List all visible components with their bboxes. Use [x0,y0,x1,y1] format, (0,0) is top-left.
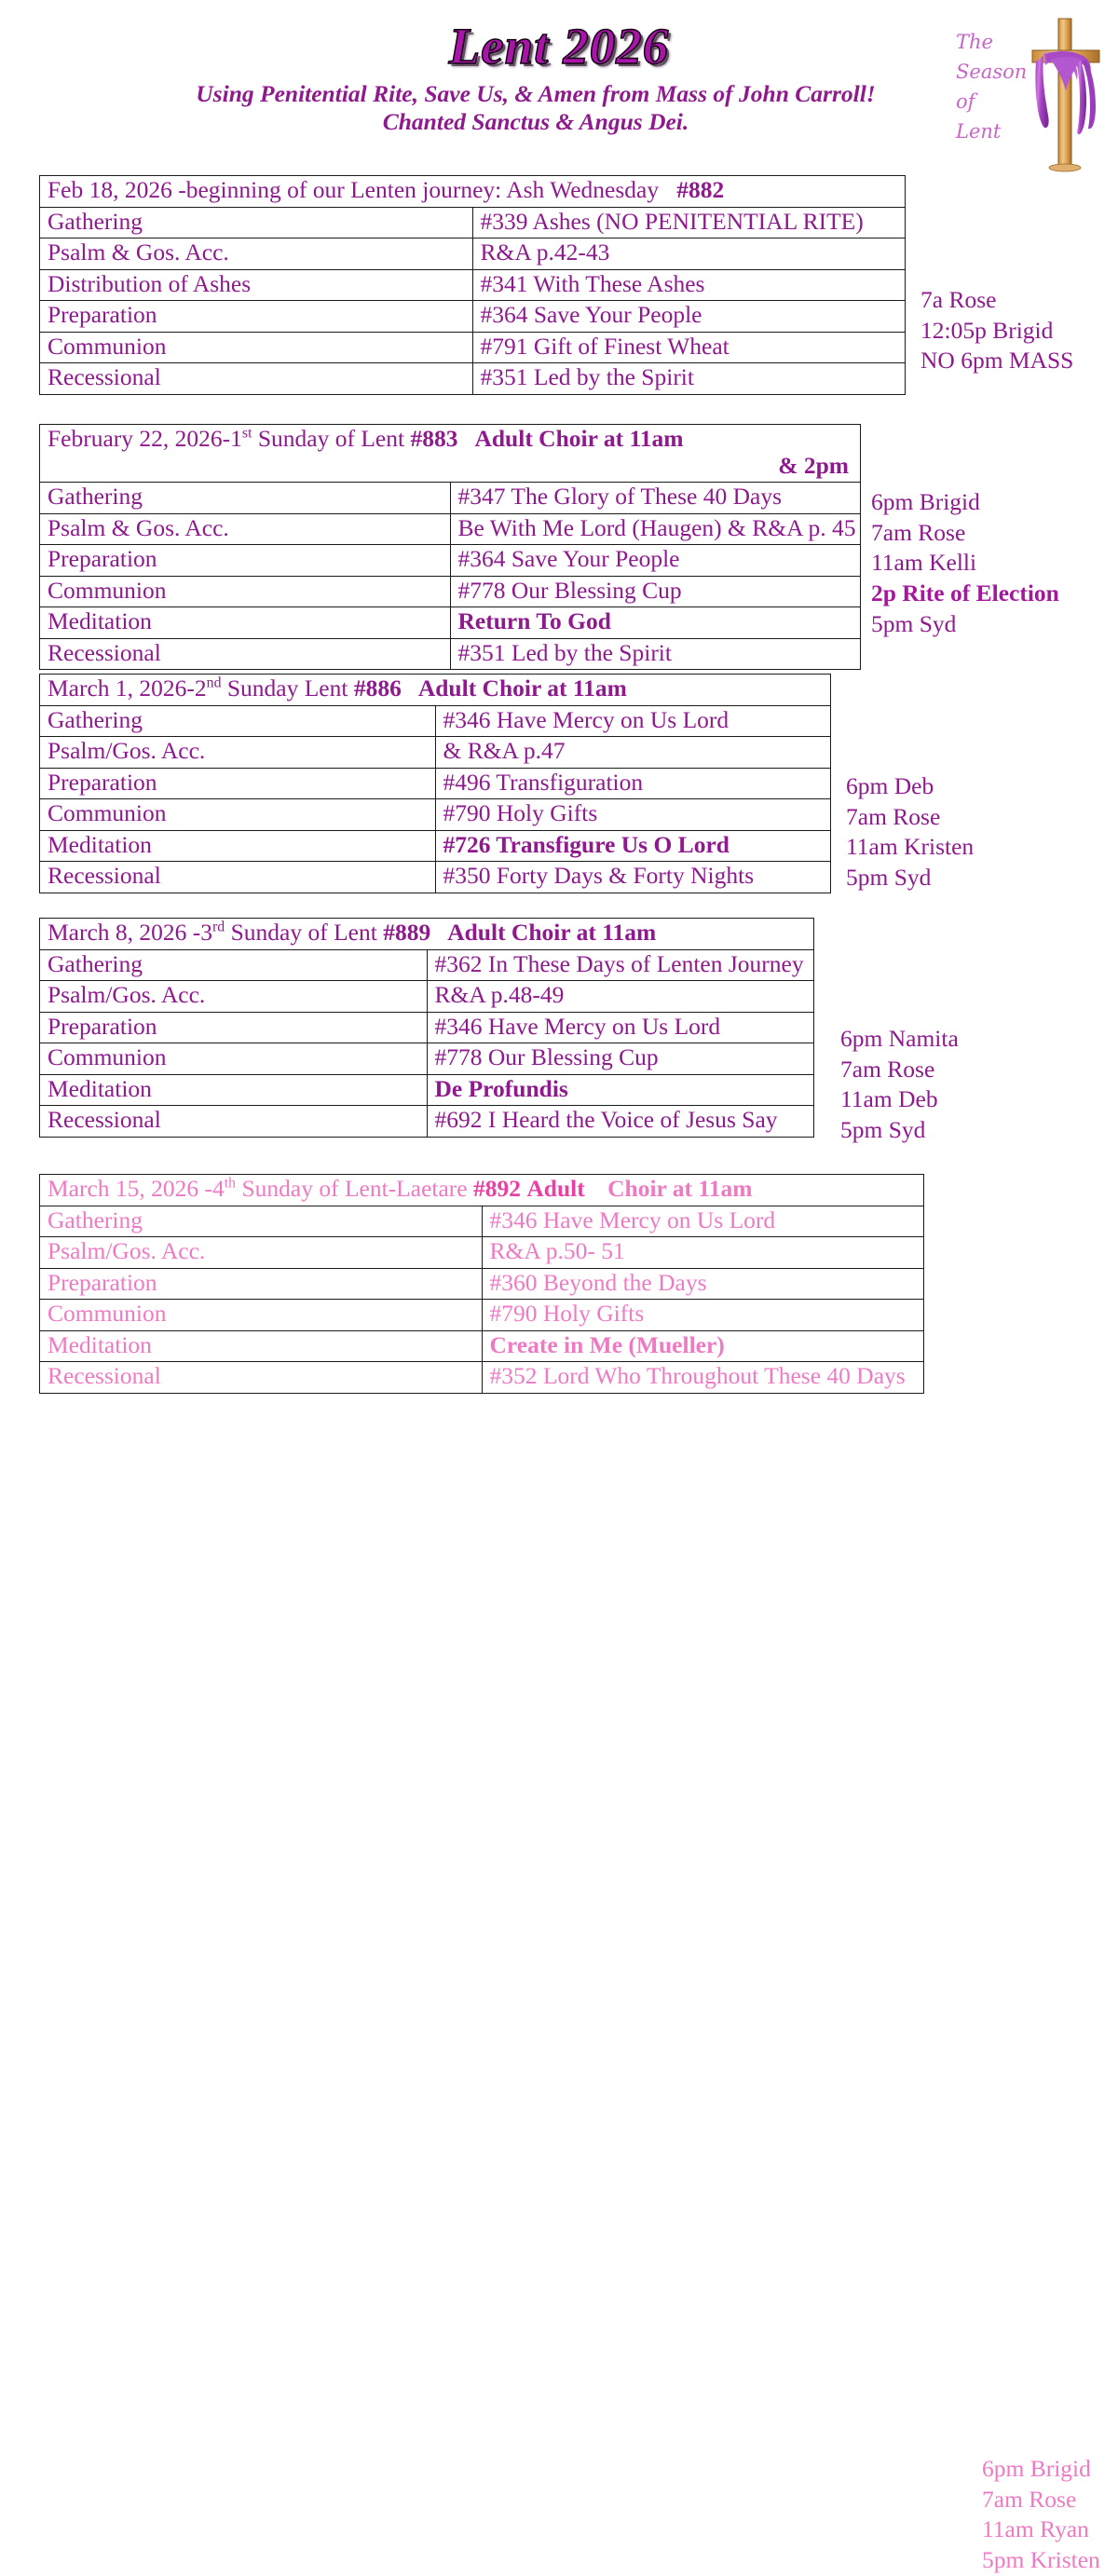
header-ordinal: st [241,425,252,442]
header-hymn-number [659,176,676,203]
row-label: Recessional [40,1106,428,1138]
row-label: Recessional [40,363,473,395]
header-date-pre: March 1, 2026-2 [48,675,207,702]
row-value: #350 Forty Days & Forty Nights [435,862,831,893]
row-label: Communion [40,576,451,607]
block-header-cell [40,176,906,208]
table-header-row [40,425,861,483]
table-row [40,483,861,514]
row-value: R&A p.50- 51 [482,1237,924,1269]
schedule-table [39,424,861,670]
table-row [40,1012,814,1043]
table-row [40,768,831,799]
table-row [40,1206,924,1237]
table-row [40,607,861,639]
table-row [40,1237,924,1269]
header-ordinal: th [224,1175,237,1192]
note-line: 7am Rose [846,802,941,830]
row-label: Preparation [40,768,436,799]
block-header-cell [40,425,861,483]
table-row [40,1362,924,1394]
row-label: Communion [40,1300,483,1331]
row-label: Gathering [40,949,428,981]
row-value: #790 Holy Gifts [482,1300,924,1331]
row-label: Psalm & Gos. Acc. [40,513,451,545]
row-value: #726 Transfigure Us O Lord [435,830,831,862]
row-label: Psalm & Gos. Acc. [40,239,473,270]
row-label: Preparation [40,301,473,333]
page-title: Lent 2026 [448,18,670,75]
header-number: #883 [410,425,458,452]
header-date-post: Sunday of Lent [252,425,411,452]
note-line-rite-of-election: 2p Rite of Election [871,579,1059,607]
table-row [40,301,906,333]
row-label: Preparation [40,1012,428,1043]
row-label: Preparation [40,545,451,577]
note-line: 5pm Kristen [982,2545,1100,2573]
header-date-post: Sunday of Lent-Laetare [236,1175,473,1202]
schedule-block-second-sunday [39,674,831,893]
row-value: #364 Save Your People [472,301,906,333]
note-line: NO 6pm MASS [920,347,1074,375]
note-line: 6pm Deb [846,772,934,799]
header-number: #882 [676,176,725,203]
clipart-line-1: The [956,31,993,53]
table-row [40,1300,924,1331]
row-label: Gathering [40,1206,483,1237]
row-label: Meditation [40,607,451,639]
table-row [40,269,906,301]
table-header-row [40,919,814,950]
row-label: Meditation [40,1074,428,1106]
note-line: 7am Rose [982,2485,1077,2513]
table-row [40,949,814,981]
header-choir-adult: Adult [526,1175,585,1202]
block-header-cell [40,919,814,950]
row-label: Communion [40,1043,428,1075]
note-line: 11am Kelli [871,549,977,577]
note-line: 6pm Brigid [871,488,980,515]
header-choir-line2: & 2pm [778,451,849,479]
mass-times-notes [840,1024,959,1146]
row-value: Create in Me (Mueller) [482,1330,924,1362]
header-choir: Choir at 11am [601,1175,753,1202]
table-row [40,981,814,1013]
header-date-pre: February 22, 2026-1 [48,425,242,452]
table-header-row [40,1175,924,1206]
row-value: & R&A p.47 [435,737,831,769]
row-value: De Profundis [427,1074,814,1106]
row-value: #362 In These Days of Lenten Journey [427,949,814,981]
table-row [40,862,831,893]
mass-times-notes [920,285,1073,376]
note-line: 11am Kristen [846,833,975,861]
row-value: #360 Beyond the Days [482,1268,924,1300]
note-line: 11am Ryan [982,2515,1089,2543]
schedule-block-third-sunday [39,918,814,1138]
note-line: 5pm Syd [846,863,932,891]
table-row [40,705,831,737]
row-label: Communion [40,799,436,831]
row-label: Gathering [40,207,473,239]
row-value: #778 Our Blessing Cup [427,1043,814,1075]
header-date-pre: March 8, 2026 -3 [48,919,213,946]
table-row [40,1330,924,1362]
row-label: Psalm/Gos. Acc. [40,981,428,1013]
lenten-cross-icon [943,13,1111,176]
schedule-table [39,175,906,395]
mass-times-notes [871,487,1059,639]
row-value: R&A p.48-49 [427,981,814,1013]
table-row [40,1106,814,1138]
row-value: #791 Gift of Finest Wheat [472,332,906,363]
row-value: Return To God [450,607,861,639]
row-label: Gathering [40,705,436,737]
mass-times-notes [846,771,974,893]
note-line: 5pm Syd [871,609,957,637]
block-header-cell [40,675,831,706]
row-label: Meditation [40,830,436,862]
table-row [40,207,906,239]
header-date-post: Sunday Lent [221,675,354,702]
row-value: #351 Led by the Spirit [450,638,861,670]
table-row [40,363,906,395]
mass-times-notes [982,2454,1100,2576]
table-row [40,830,831,862]
schedule-table [39,1174,924,1394]
header-date-post: Sunday of Lent [225,919,384,946]
row-value: #346 Have Mercy on Us Lord [427,1012,814,1043]
page-header [0,0,1118,168]
table-row [40,239,906,270]
row-label: Distribution of Ashes [40,269,473,301]
row-label: Meditation [40,1330,483,1362]
schedule-table [39,918,814,1138]
header-number: #892 [472,1175,521,1202]
schedule-block-ash-wednesday [39,175,906,395]
note-line: 6pm Namita [840,1025,959,1052]
clipart-line-4: Lent [956,119,1002,143]
row-value: #778 Our Blessing Cup [450,576,861,607]
header-ordinal: rd [212,919,225,935]
table-row [40,513,861,545]
row-label: Communion [40,332,473,363]
clipart-line-2: Season [956,60,1028,83]
note-line: 7am Rose [871,518,966,546]
row-value: #339 Ashes (NO PENITENTIAL RITE) [472,207,906,239]
header-choir: Adult Choir at 11am [417,675,627,702]
schedule-block-fourth-sunday-laetare [39,1174,1100,2573]
clipart-line-3: of [956,89,975,113]
header-date: Feb 18, 2026 -beginning of our Lenten journey: Ash Wednesday [48,176,660,203]
row-value: #346 Have Mercy on Us Lord [482,1206,924,1237]
table-row [40,737,831,769]
header-ordinal: nd [206,675,222,691]
table-row [40,545,861,577]
table-header-row [40,675,831,706]
row-label: Recessional [40,638,451,670]
row-value: #346 Have Mercy on Us Lord [435,705,831,737]
block-header-cell [40,1175,924,1206]
note-line: 6pm Brigid [982,2455,1091,2482]
header-number: #889 [383,919,431,946]
row-value: Be With Me Lord (Haugen) & R&A p. 45 [450,513,861,545]
note-line: 7am Rose [840,1055,935,1083]
table-row [40,799,831,831]
header-number: #886 [353,675,402,702]
cross-graphic [1023,13,1109,173]
note-line: 12:05p Brigid [920,316,1054,344]
row-label: Psalm/Gos. Acc. [40,737,436,769]
table-row [40,576,861,607]
schedule-table [39,674,831,893]
row-label: Gathering [40,483,451,514]
table-row [40,638,861,670]
row-value: #496 Transfiguration [435,768,831,799]
note-line: 5pm Syd [840,1115,926,1143]
row-value: #790 Holy Gifts [435,799,831,831]
table-header-row [40,176,906,208]
header-date-pre: March 15, 2026 -4 [48,1175,225,1202]
row-value: #341 With These Ashes [472,269,906,301]
row-label: Preparation [40,1268,483,1300]
row-value: #352 Lord Who Throughout These 40 Days [482,1362,924,1394]
row-value: #364 Save Your People [450,545,861,577]
row-value: #692 I Heard the Voice of Jesus Say [427,1106,814,1138]
schedule-block-first-sunday [39,424,861,670]
row-value: #347 The Glory of These 40 Days [450,483,861,514]
header-choir: Adult Choir at 11am [474,425,684,452]
table-row [40,332,906,363]
table-row [40,1074,814,1106]
subtitle-line-2: Chanted Sanctus & Angus Dei. [382,108,689,136]
clipart-caption [956,28,1027,147]
note-line: 7a Rose [920,286,997,313]
row-value: #351 Led by the Spirit [472,363,906,395]
row-label: Psalm/Gos. Acc. [40,1237,483,1269]
header-choir: Adult Choir at 11am [447,919,657,946]
table-row [40,1043,814,1075]
row-label: Recessional [40,862,436,893]
row-label: Recessional [40,1362,483,1394]
table-row [40,1268,924,1300]
note-line: 11am Deb [840,1085,938,1113]
row-value: R&A p.42-43 [472,239,906,270]
subtitle-line-1: Using Penitential Rite, Save Us, & Amen from Mass of John Carroll! [196,80,876,107]
